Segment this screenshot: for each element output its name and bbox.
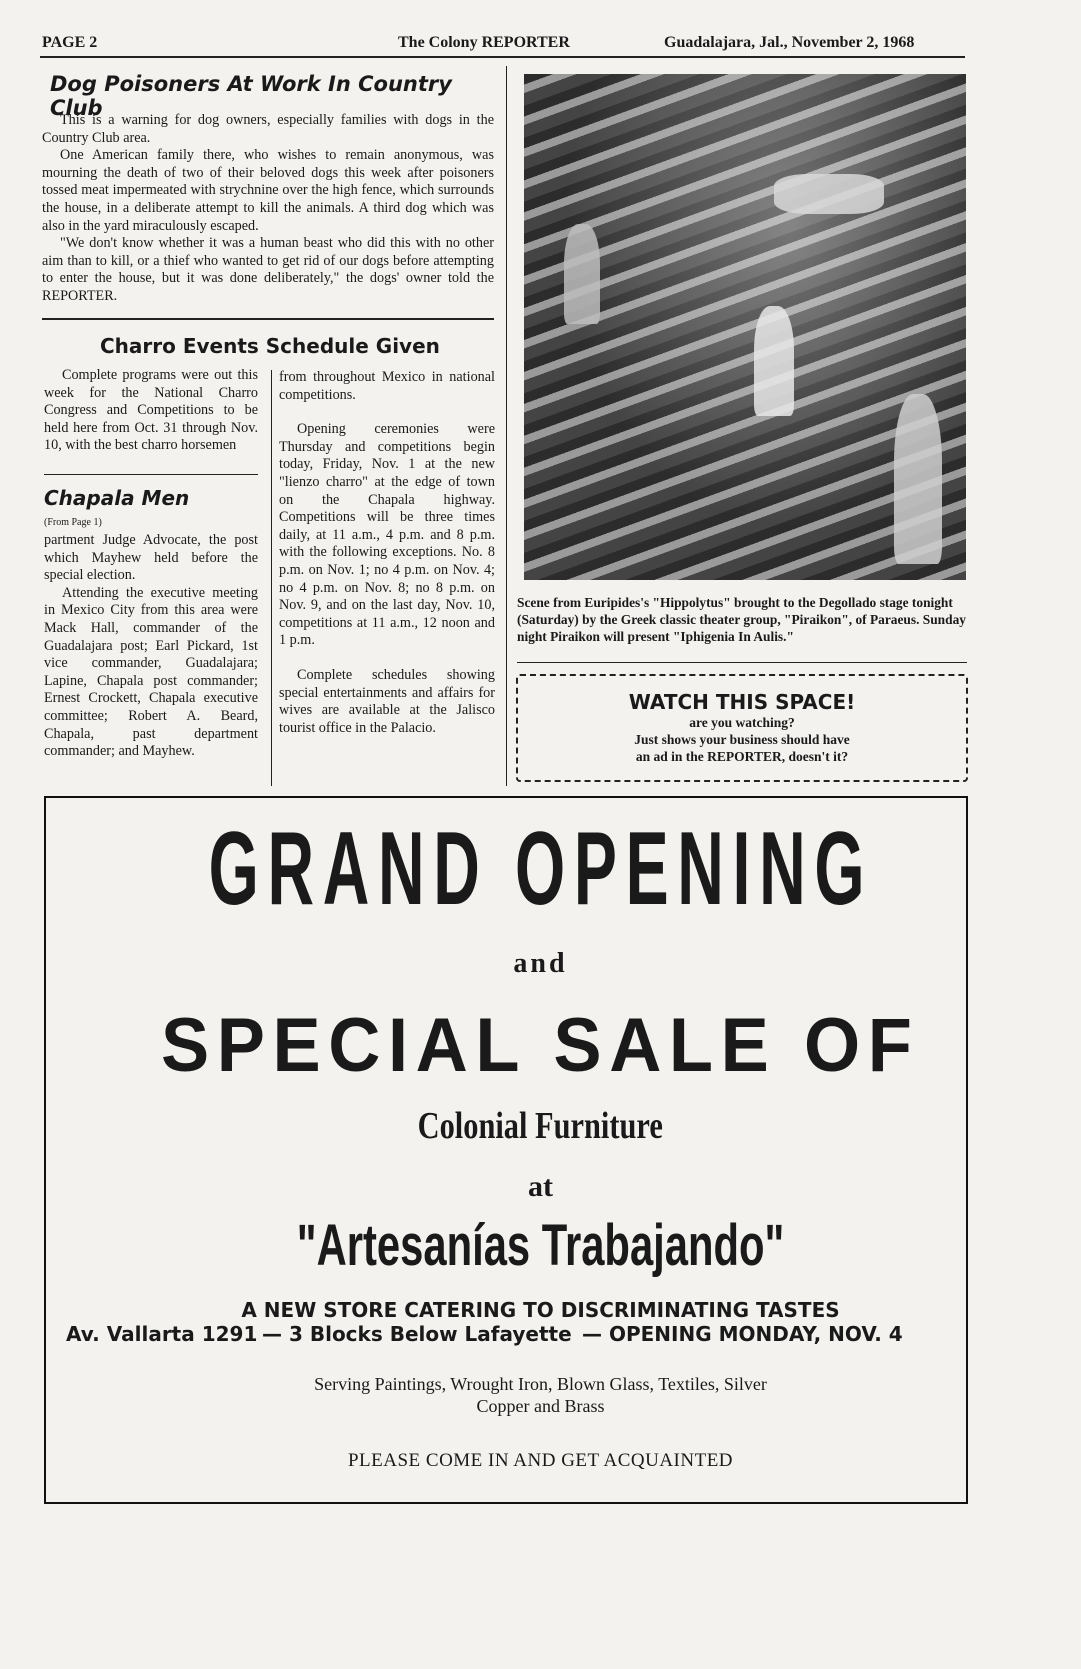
column-divider-small [271, 370, 272, 786]
watch-this-space-box [516, 674, 968, 782]
ad-goods: Serving Paintings, Wrought Iron, Blown Glass, Textiles, Silver [314, 1374, 767, 1394]
watch-box-line: are you watching? [689, 715, 795, 730]
caption-rule [517, 662, 967, 663]
story-rule [42, 318, 494, 320]
ad-goods: Copper and Brass [476, 1396, 605, 1416]
actor-figure [894, 394, 942, 564]
ad-line [0, 810, 1081, 929]
chapala-story-headline: Chapala Men [44, 486, 190, 510]
ad-line [0, 1002, 1081, 1089]
theater-photo [524, 74, 966, 580]
column-divider [506, 66, 507, 786]
actor-figure [754, 306, 794, 416]
chapala-story-paragraph: Attending the executive meeting in Mexico City from this area were Mack Hall, commander of the Guadalajara post; Earl Pickard, 1st vice commander, Guadalajara; Lapine, Chapala post commander; Ernest Crockett, Chapala executive committee; Robert A. Beard, Chapala, past department commander; and Mayhew. [44, 584, 258, 760]
jump-line: (From Page 1) [44, 517, 102, 528]
charro-story-col2 [279, 369, 495, 754]
story-rule [44, 474, 258, 475]
charro-story-col1 [44, 367, 258, 455]
dog-story-paragraph: This is a warning for dog owners, especially families with dogs in the Country Club area. [42, 112, 494, 146]
chapala-story-paragraph: partment Judge Advocate, the post which Mayhew held before the special election. [44, 532, 258, 584]
ad-headline-grand-opening: GRAND OPENING [208, 811, 873, 927]
masthead-rule [40, 56, 965, 58]
charro-story-headline: Charro Events Schedule Given [100, 334, 440, 358]
dateline: Guadalajara, Jal., November 2, 1968 [664, 34, 915, 51]
ad-address: Av. Vallarta 1291 [66, 1322, 258, 1346]
watch-box-title: WATCH THIS SPACE! [628, 690, 856, 714]
ad-blocks: — 3 Blocks Below Lafayette [262, 1322, 572, 1346]
charro-story-paragraph: Complete programs were out this week for the National Charro Congress and Competitions to be held here from Oct. 31 through Nov. 10, with the best charro horsemen [44, 367, 258, 454]
ad-colonial-furniture: Colonial Furniture [417, 1105, 664, 1147]
ad-line [0, 1104, 1081, 1148]
dog-story-paragraph: One American family there, who wishes to remain anonymous, was mourning the death of two of their beloved dogs this week after poisoners tossed meat impermeated with strychnine over the high fence, which surrounds the house, in a deliberate attempt to kill the animals. A third dog which was also in the yard miraculously escaped. [42, 147, 494, 234]
ad-headline-special-sale: SPECIAL SALE OF [161, 1003, 920, 1088]
chapala-story-body [44, 532, 258, 761]
dog-story-body [42, 112, 494, 306]
paper-name: The Colony REPORTER [398, 34, 570, 51]
watch-box-line: Just shows your business should have [634, 732, 850, 747]
charro-story-paragraph: Opening ceremonies were Thursday and competitions begin today, Friday, Nov. 1 at the new "lienzo charro" at the edge of town on the Chapala highway. Competitions will be three times daily, at 11 a.m., 4 p.m. and 8 p.m. with the following exceptions. No. 8 p.m. on Nov. 1; no 4 p.m. on Nov. 4; no 4 p.m. on Nov. 8; no 8 p.m. on Nov. 9, and on the last day, Nov. 10, competitions at 11 a.m., 12 noon and 1 p.m. [279, 421, 495, 649]
ad-store-name: "Artesanías Trabajando" [296, 1213, 785, 1278]
ad-line [0, 1212, 1081, 1279]
photo-caption: Scene from Euripides's "Hippolytus" brought to the Degollado stage tonight (Saturday) by the Greek classic theater group, "Piraikon", of Paraeus. Sunday night Piraikon will present "Iphigenia In Aulis." [517, 595, 966, 644]
page-number: PAGE 2 [42, 34, 98, 51]
ad-opening-date: — OPENING MONDAY, NOV. 4 [582, 1322, 903, 1346]
ad-at: at [528, 1170, 553, 1203]
ad-and: and [513, 948, 568, 979]
watch-box-line: an ad in the REPORTER, doesn't it? [635, 749, 849, 764]
dog-story-headline: Dog Poisoners At Work In Country Club [50, 72, 452, 120]
ad-invite: PLEASE COME IN AND GET ACQUAINTED [347, 1450, 734, 1471]
ad-tagline: A NEW STORE CATERING TO DISCRIMINATING TASTES [241, 1298, 840, 1322]
actor-figure [564, 224, 600, 324]
actor-figure [774, 174, 884, 214]
charro-story-paragraph: Complete schedules showing special entertainments and affairs for wives are available at the Jalisco tourist office in the Palacio. [279, 666, 495, 736]
dog-story-paragraph: "We don't know whether it was a human beast who did this with no other aim than to kill, or a thief who wanted to get rid of our dogs before attempting to enter the house, but it was done deliberately," the dogs' owner told the REPORTER. [42, 235, 494, 304]
charro-story-paragraph: from throughout Mexico in national competitions. [279, 369, 495, 403]
